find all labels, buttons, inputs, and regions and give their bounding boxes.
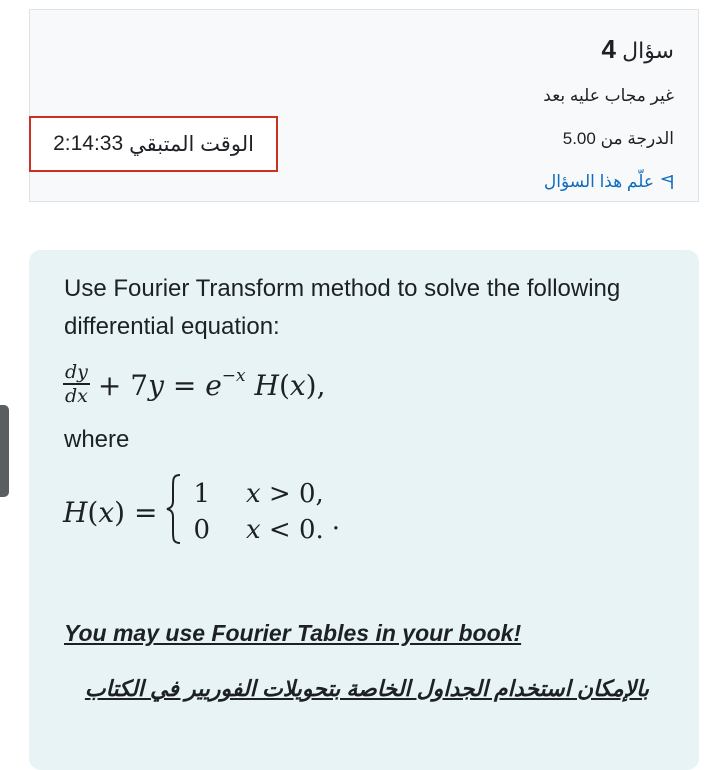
question-number: 4 [601, 34, 616, 64]
fourier-tables-note-arabic: بالإمكان استخدام الجداول الخاصة بتحويلات الفوريير في الكتاب [84, 676, 649, 701]
timer-value: 2:14:33 [53, 132, 124, 155]
differential-equation: $\frac{dy}{dx}$ + $7y = e^{-x}$ H(x), [65, 361, 326, 407]
page-scrollbar[interactable] [0, 405, 9, 497]
flag-question-link[interactable] [544, 172, 674, 195]
heaviside-definition: H(x) = 1 x > 0, 0 x < 0. . [63, 474, 340, 550]
question-prompt: Use Fourier Transform method to solve the following differential equation: [64, 275, 621, 340]
flag-question-label: علّم هذا السؤال [543, 172, 654, 191]
question-info-panel [29, 9, 699, 202]
dy-dx-fraction: $\frac{dy}{dx}$ [65, 361, 88, 407]
question-text-panel [29, 250, 699, 770]
timer-label: الوقت المتبقي [129, 132, 254, 156]
left-brace [165, 473, 183, 552]
question-status: غير مجاب عليه بعد [543, 86, 674, 105]
fourier-tables-note: You may use Fourier Tables in your book! [64, 620, 522, 646]
question-title [602, 34, 675, 65]
timer-box [29, 116, 278, 172]
question-label: سؤال [622, 38, 674, 63]
flag-icon [660, 174, 674, 195]
where-text: where [64, 426, 130, 453]
question-grade: الدرجة من 5.00 [562, 129, 674, 148]
